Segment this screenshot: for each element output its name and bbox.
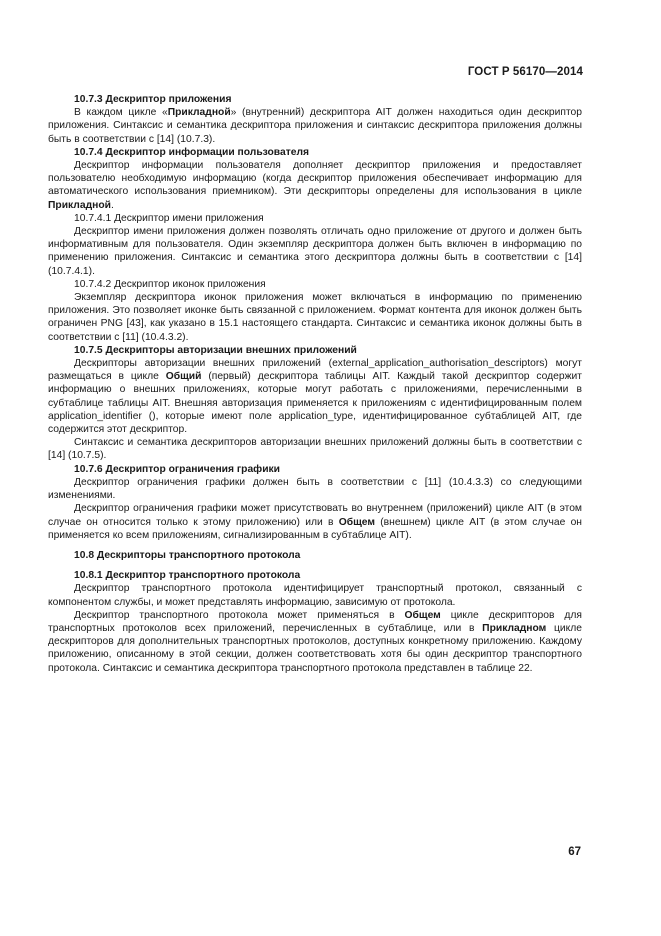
page-body: [48, 93, 582, 675]
paragraph: Дескриптор ограничения графики может присутствовать во внутреннем (приложений) цикле AIT (в этом случае он относится только к этому приложению) или в Общем (внешнем) цикле AIT (в этом случае он применяется ко всем приложениям, сигнализированным в субтаблице AIT).: [48, 503, 582, 541]
paragraph: Экземпляр дескриптора иконок приложения может включаться в информацию по применению приложения. Это позволяет иконке быть связанной с приложением. Формат контента для иконок должен быть ограничен PNG [43], как указано в 15.1 настоящего стандарта. Синтаксис и семантика иконок должны быть в соответствии с [11] (10.4.3.2).: [48, 292, 582, 343]
paragraph: Дескриптор ограничения графики должен быть в соответствии с [11] (10.4.3.3) со следующими изменениями.: [48, 476, 582, 502]
page-number: 67: [568, 846, 581, 858]
section-heading: 10.7.5 Дескрипторы авторизации внешних приложений: [74, 344, 357, 356]
subsection-heading: 10.7.4.2 Дескриптор иконок приложения: [74, 278, 266, 290]
paragraph: Дескриптор информации пользователя дополняет дескриптор приложения и предоставляет пользователю необходимую информацию (когда дескриптор приложения обеспечивает информацию для автоматического использования приемником). Эти дескрипторы определены для использования в цикле Прикладной.: [48, 160, 582, 211]
paragraph: Дескрипторы авторизации внешних приложений (external_application_authorisation_descriptors) могут размещаться в цикле Общий (первый) дескриптора таблицы AIT. Каждый такой дескриптор содержит информацию о внешних приложениях, которые могут работать с приложениями, перечисленными в субтаблице таблицы AIT. Внешняя авторизация применяется к приложениям с идентифицированным полем application_identifier (), которые имеют поле application_type, идентифицированное субтаблицей AIT, где содержится этот дескриптор.: [48, 358, 582, 436]
section-heading: 10.7.4 Дескриптор информации пользователя: [74, 146, 310, 158]
section-heading: 10.8 Дескрипторы транспортного протокола: [74, 549, 301, 561]
section-heading: 10.7.3 Дескриптор приложения: [74, 94, 232, 105]
document-header: ГОСТ Р 56170—2014: [467, 66, 583, 78]
paragraph: Дескриптор имени приложения должен позволять отличать одно приложение от другого и должен быть информативным для пользователя. Один экземпляр дескриптора должен быть включен в информацию по применению приложения. Синтаксис и семантика этого дескриптора должны быть в соответствии с [14] (10.7.4.1).: [48, 226, 582, 277]
section-heading: 10.8.1 Дескриптор транспортного протокола: [74, 570, 301, 582]
paragraph: В каждом цикле «Прикладной» (внутренний) дескриптора AIT должен находиться один дескриптор приложения. Синтаксис и семантика дескриптора приложения и синтаксис дескриптора приложения должны быть в соответствии с [14] (10.7.3).: [48, 107, 582, 145]
subsection-heading: 10.7.4.1 Дескриптор имени приложения: [74, 212, 264, 224]
paragraph: Дескриптор транспортного протокола идентифицирует транспортный протокол, связанный с компонентом службы, и может представлять информацию, зависимую от протокола.: [48, 583, 582, 608]
section-heading: 10.7.6 Дескриптор ограничения графики: [74, 463, 281, 475]
paragraph: Синтаксис и семантика дескрипторов авторизации внешних приложений должны быть в соответствии с [14] (10.7.5).: [48, 437, 582, 462]
paragraph: Дескриптор транспортного протокола может применяться в Общем цикле дескрипторов для транспортных протоколов всех приложений, перечисленных в субтаблице, или в Прикладном цикле дескрипторов для дополнительных транспортных протоколов, доступных конкретному приложению. Каждому приложению, описанному в этой секции, должен соответствовать хотя бы один дескриптор транспортного протокола. Синтаксис и семантика дескриптора транспортного протокола представлен в таблице 22.: [48, 609, 582, 674]
